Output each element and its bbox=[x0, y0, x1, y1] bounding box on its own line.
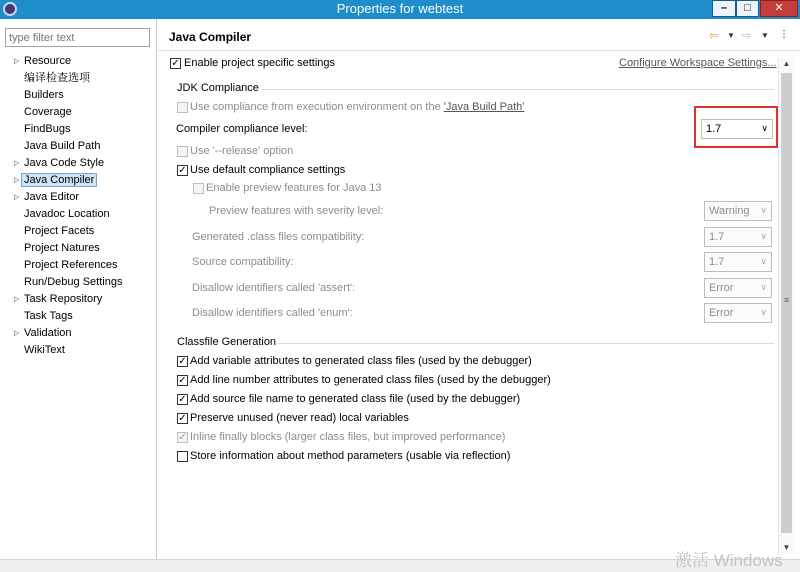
page-header bbox=[158, 19, 800, 51]
close-button[interactable]: ✕ bbox=[760, 0, 798, 17]
classfile-option-checkbox[interactable]: ✓ bbox=[178, 394, 187, 405]
window-title: Properties for webtest bbox=[336, 1, 464, 16]
enable-specific-label: Enable project specific settings bbox=[184, 57, 336, 69]
group-divider bbox=[278, 343, 774, 344]
tree-item[interactable] bbox=[0, 342, 156, 359]
classfile-option-label: Store information about method parameters (usable via reflection) bbox=[190, 450, 511, 462]
tree-item-label: Project References bbox=[24, 259, 118, 271]
java-compiler-page bbox=[158, 19, 800, 559]
properties-tree bbox=[0, 53, 156, 359]
chevron-down-icon: ∨ bbox=[760, 205, 767, 215]
tree-item[interactable] bbox=[0, 291, 156, 308]
expand-arrow-icon[interactable]: ▷ bbox=[14, 330, 20, 337]
tree-item-label: Task Tags bbox=[24, 310, 73, 322]
scroll-thumb[interactable] bbox=[781, 73, 792, 533]
classfile-option-checkbox[interactable] bbox=[177, 451, 188, 462]
java-build-path-link[interactable]: 'Java Build Path' bbox=[443, 101, 525, 113]
tree-item[interactable] bbox=[0, 223, 156, 240]
chevron-down-icon: ∨ bbox=[760, 307, 767, 317]
disallow-enum-label: Disallow identifiers called 'enum': bbox=[192, 307, 353, 319]
tree-item-label: Java Code Style bbox=[24, 157, 105, 169]
tree-item-label: Run/Debug Settings bbox=[24, 276, 123, 288]
use-env-text: Use compliance from execution environment on the bbox=[190, 101, 444, 113]
tree-item-label: Project Natures bbox=[24, 242, 100, 254]
tree-item-label: Project Facets bbox=[24, 225, 95, 237]
page-title: Java Compiler bbox=[169, 30, 252, 44]
tree-item[interactable] bbox=[0, 155, 156, 172]
activate-windows-watermark: 激活 Windows bbox=[675, 551, 783, 570]
preview-features-checkbox[interactable] bbox=[193, 183, 204, 194]
enable-specific-checkbox[interactable]: ✓ bbox=[171, 58, 180, 69]
tree-item[interactable] bbox=[0, 240, 156, 257]
chevron-down-icon: ∨ bbox=[761, 123, 768, 133]
configure-workspace-link[interactable]: Configure Workspace Settings... bbox=[619, 57, 777, 69]
minimize-button[interactable]: – bbox=[712, 0, 736, 17]
forward-dropdown-icon[interactable]: ▼ bbox=[761, 31, 769, 40]
view-menu-icon[interactable]: ⋮ bbox=[779, 29, 789, 40]
chevron-down-icon: ∨ bbox=[760, 256, 767, 266]
expand-arrow-icon[interactable]: ▷ bbox=[14, 160, 20, 167]
vertical-scrollbar[interactable] bbox=[778, 57, 794, 555]
expand-arrow-icon[interactable]: ▷ bbox=[14, 296, 20, 303]
classfile-option-checkbox[interactable]: ✓ bbox=[178, 375, 187, 386]
scroll-down-icon[interactable]: ▼ bbox=[782, 543, 791, 552]
source-compat-select[interactable] bbox=[704, 252, 772, 272]
classfile-group-title: Classfile Generation bbox=[177, 336, 277, 348]
tree-item-label: Javadoc Location bbox=[24, 208, 110, 220]
classfile-option-label: Inline finally blocks (larger class files, but improved performance) bbox=[190, 431, 506, 443]
tree-item[interactable] bbox=[0, 53, 156, 70]
tree-item-label: Coverage bbox=[24, 106, 72, 118]
tree-item-label: Java Compiler bbox=[21, 173, 97, 187]
tree-item[interactable] bbox=[0, 104, 156, 121]
properties-nav-panel bbox=[0, 19, 157, 559]
classfile-option-label: Add source file name to generated class file (used by the debugger) bbox=[190, 393, 521, 405]
disallow-enum-select[interactable] bbox=[704, 303, 772, 323]
tree-item[interactable] bbox=[0, 87, 156, 104]
title-bar bbox=[0, 0, 800, 19]
release-option-label: Use '--release' option bbox=[190, 145, 294, 157]
jdk-compliance-group-title: JDK Compliance bbox=[177, 82, 259, 94]
tree-item-label: Task Repository bbox=[24, 293, 103, 305]
expand-arrow-icon[interactable]: ▷ bbox=[14, 58, 20, 65]
release-option-checkbox[interactable] bbox=[177, 146, 188, 157]
default-compliance-label: Use default compliance settings bbox=[190, 164, 346, 176]
disallow-enum-value: Error bbox=[709, 307, 734, 319]
filter-input[interactable] bbox=[5, 28, 150, 47]
use-env-label bbox=[190, 101, 524, 113]
tree-item[interactable] bbox=[0, 70, 156, 87]
tree-item[interactable] bbox=[0, 121, 156, 138]
generated-class-select[interactable] bbox=[704, 227, 772, 247]
tree-item-label: Resource bbox=[24, 55, 72, 67]
default-compliance-checkbox[interactable]: ✓ bbox=[178, 165, 187, 176]
highlight-annotation-box bbox=[694, 106, 778, 148]
disallow-assert-select[interactable] bbox=[704, 278, 772, 298]
tree-item-label: WikiText bbox=[24, 344, 65, 356]
use-env-checkbox[interactable] bbox=[177, 102, 188, 113]
maximize-button[interactable]: □ bbox=[736, 0, 759, 17]
tree-item[interactable] bbox=[0, 206, 156, 223]
tree-item[interactable] bbox=[0, 189, 156, 206]
generated-class-value: 1.7 bbox=[709, 231, 725, 243]
tree-item-label: Builders bbox=[24, 89, 64, 101]
preview-features-label: Enable preview features for Java 13 bbox=[206, 182, 382, 194]
tree-item-label: Java Editor bbox=[24, 191, 80, 203]
preview-severity-label: Preview features with severity level: bbox=[209, 205, 384, 217]
source-compat-label: Source compatibility: bbox=[192, 256, 294, 268]
preview-severity-select[interactable] bbox=[704, 201, 772, 221]
classfile-option-checkbox[interactable]: ✓ bbox=[178, 413, 187, 424]
chevron-down-icon: ∨ bbox=[760, 231, 767, 241]
classfile-option-label: Preserve unused (never read) local variables bbox=[190, 412, 409, 424]
tree-item-label: Java Build Path bbox=[24, 140, 101, 152]
tree-item[interactable] bbox=[0, 308, 156, 325]
expand-arrow-icon[interactable]: ▷ bbox=[14, 194, 20, 201]
preview-severity-value: Warning bbox=[709, 205, 750, 217]
back-arrow-icon[interactable]: ⇦ bbox=[709, 30, 719, 42]
compliance-level-value: 1.7 bbox=[706, 123, 722, 135]
forward-arrow-icon[interactable]: ⇨ bbox=[742, 30, 752, 42]
tree-item[interactable] bbox=[0, 274, 156, 291]
tree-item[interactable] bbox=[0, 257, 156, 274]
classfile-option-label: Add variable attributes to generated class files (used by the debugger) bbox=[190, 355, 532, 367]
source-compat-value: 1.7 bbox=[709, 256, 725, 268]
tree-item[interactable] bbox=[0, 325, 156, 342]
classfile-option-checkbox[interactable]: ✓ bbox=[178, 356, 187, 367]
chevron-down-icon: ∨ bbox=[760, 282, 767, 292]
tree-item-label: FindBugs bbox=[24, 123, 71, 135]
tree-item[interactable] bbox=[0, 138, 156, 155]
expand-arrow-icon[interactable]: ▷ bbox=[14, 177, 20, 184]
classfile-option-checkbox[interactable]: ✓ bbox=[178, 432, 187, 443]
scroll-up-icon[interactable]: ▲ bbox=[782, 59, 791, 68]
classfile-option-label: Add line number attributes to generated class files (used by the debugger) bbox=[190, 374, 551, 386]
disallow-assert-label: Disallow identifiers called 'assert': bbox=[192, 282, 356, 294]
tree-item-label: Validation bbox=[24, 327, 72, 339]
tree-item-label: 编译检查选项 bbox=[24, 72, 90, 84]
grip-icon: ≡ bbox=[784, 295, 790, 305]
disallow-assert-value: Error bbox=[709, 282, 734, 294]
generated-class-label: Generated .class files compatibility: bbox=[192, 231, 365, 243]
compliance-level-label: Compiler compliance level: bbox=[176, 123, 308, 135]
back-dropdown-icon[interactable]: ▼ bbox=[727, 31, 735, 40]
group-divider bbox=[262, 89, 774, 90]
tree-item[interactable] bbox=[0, 172, 156, 189]
